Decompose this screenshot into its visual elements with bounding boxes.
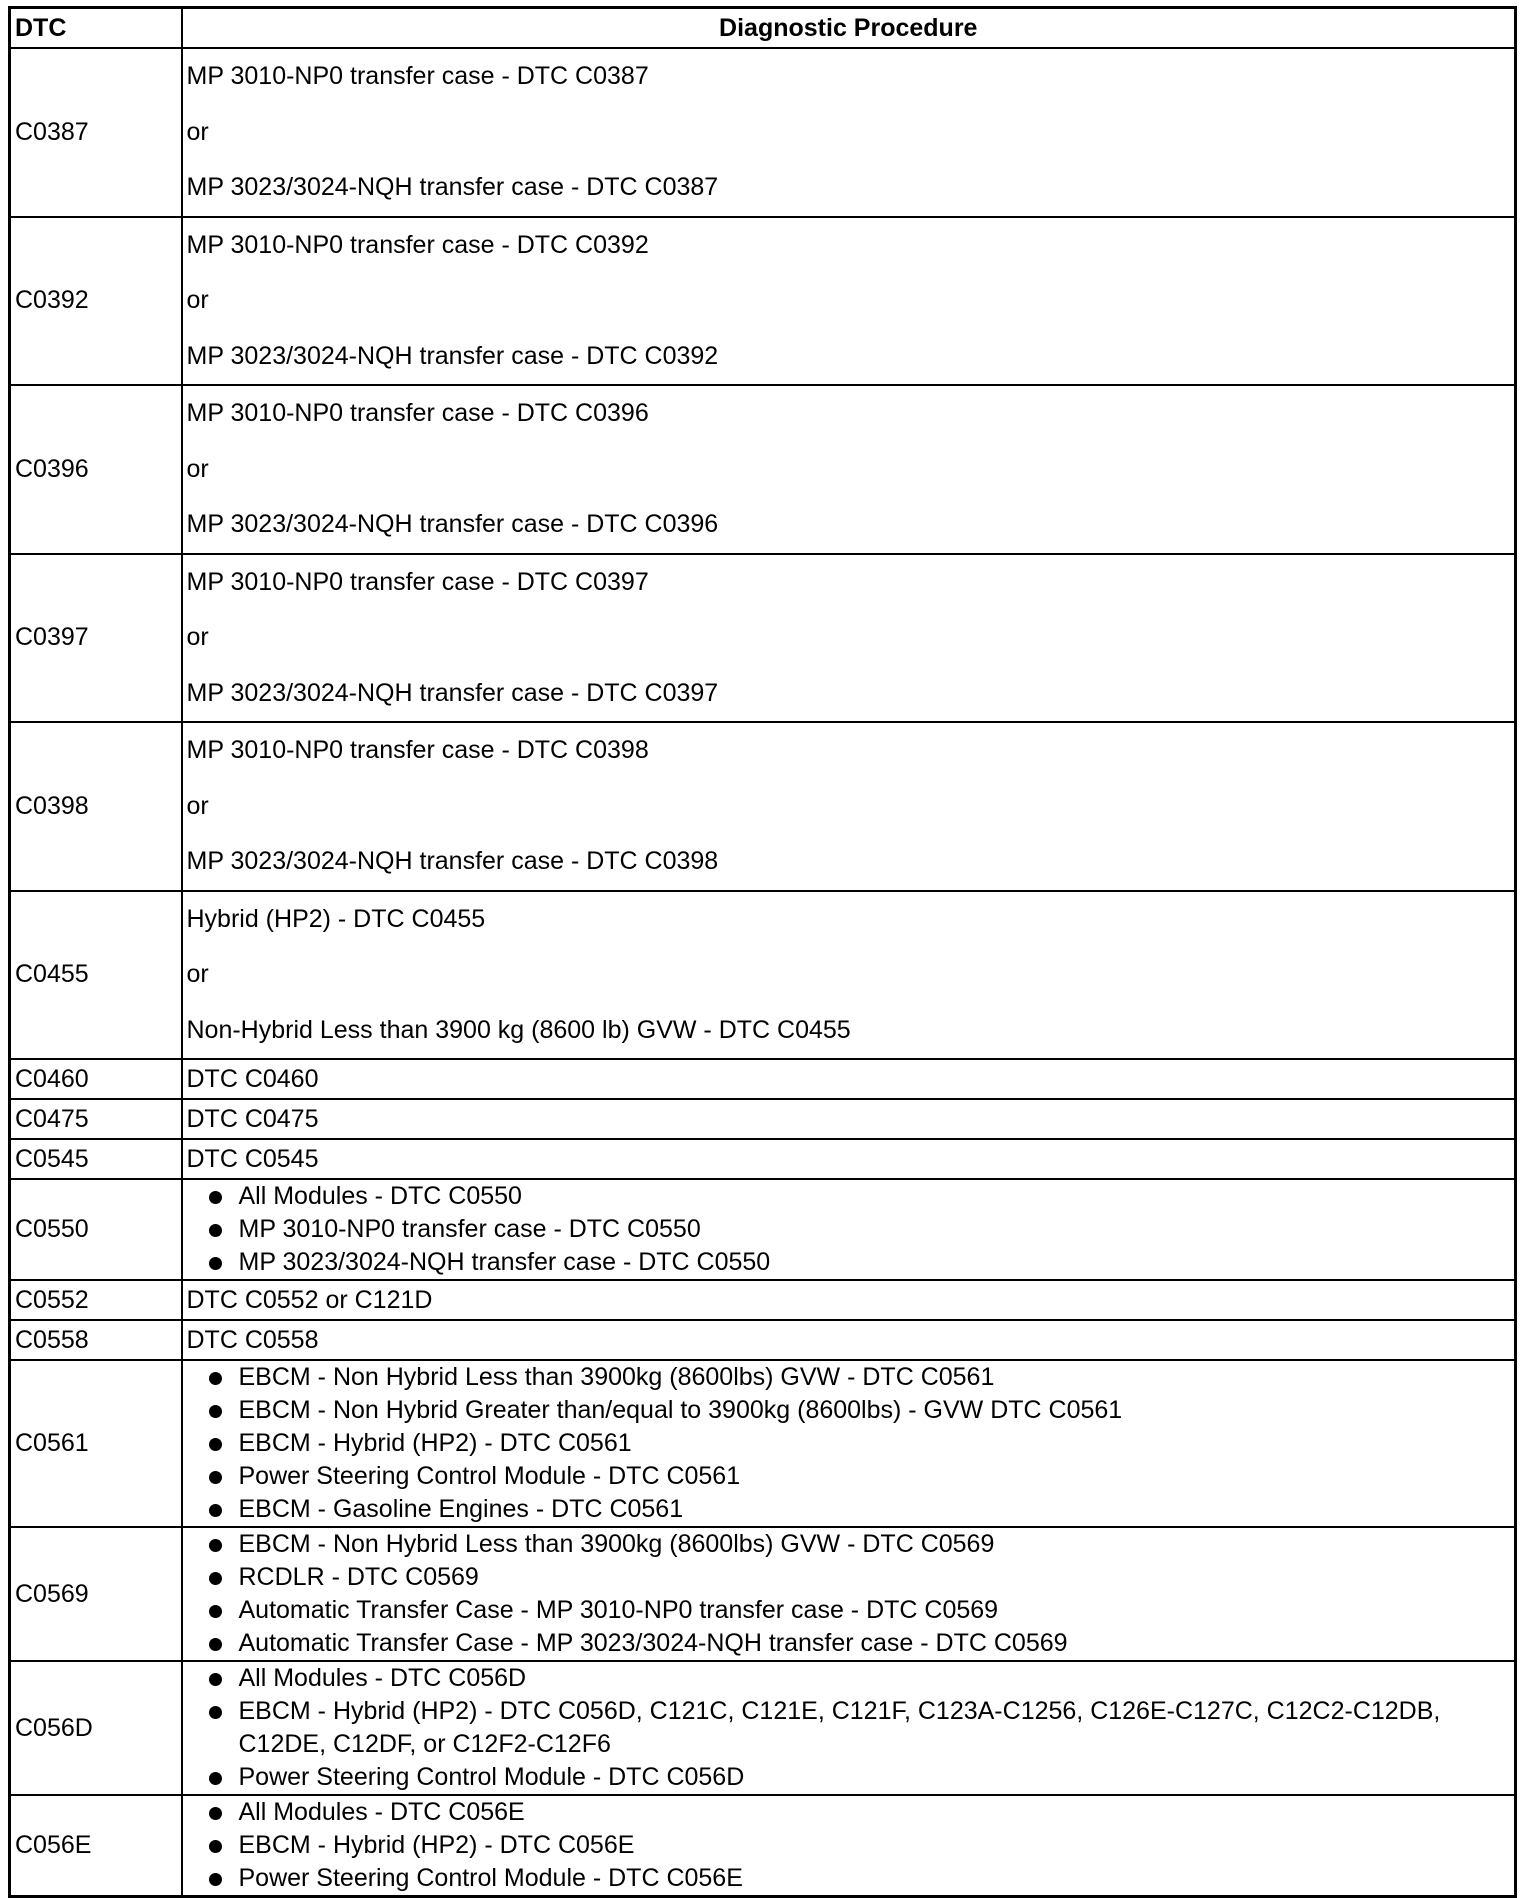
diagnostic-procedure bbox=[182, 1320, 1516, 1360]
table-row bbox=[10, 1059, 1516, 1099]
procedure-list-item bbox=[187, 1180, 1511, 1213]
dtc-code: C0392 bbox=[10, 217, 182, 386]
bullet-icon bbox=[209, 1257, 222, 1270]
procedure-link-text[interactable]: DTC C0558 bbox=[186, 1325, 319, 1354]
dtc-code: C0475 bbox=[10, 1099, 182, 1139]
table-row bbox=[10, 1280, 1516, 1320]
table-row bbox=[10, 891, 1516, 1060]
procedure-link-text[interactable]: All Modules - DTC C056D bbox=[238, 1664, 527, 1692]
diagnostic-procedure bbox=[182, 1795, 1516, 1897]
procedure-list-item bbox=[187, 1528, 1511, 1561]
column-header-procedure: Diagnostic Procedure bbox=[182, 8, 1516, 49]
procedure-list-item bbox=[187, 1213, 1511, 1246]
bullet-icon bbox=[209, 1772, 222, 1785]
procedure-list-item bbox=[187, 1695, 1511, 1761]
procedure-lines bbox=[187, 1324, 1511, 1357]
procedure-link-text[interactable]: MP 3023/3024-NQH transfer case - DTC C0397 bbox=[186, 678, 719, 707]
dtc-code: C0550 bbox=[10, 1179, 182, 1280]
or-separator: or bbox=[186, 454, 209, 483]
bullet-icon bbox=[209, 1471, 222, 1484]
table-row bbox=[10, 1179, 1516, 1280]
dtc-code: C0569 bbox=[10, 1527, 182, 1661]
column-header-dtc: DTC bbox=[10, 8, 182, 49]
procedure-lines bbox=[187, 1143, 1511, 1176]
procedure-lines bbox=[187, 1284, 1511, 1317]
or-separator: or bbox=[186, 791, 209, 820]
procedure-lines bbox=[187, 49, 1511, 216]
procedure-lines bbox=[187, 386, 1511, 553]
bullet-icon bbox=[209, 1605, 222, 1618]
procedure-list-item bbox=[187, 1361, 1511, 1394]
procedure-link-text[interactable]: EBCM - Hybrid (HP2) - DTC C0561 bbox=[238, 1429, 632, 1457]
procedure-link-text[interactable]: MP 3010-NP0 transfer case - DTC C0550 bbox=[238, 1215, 701, 1243]
dtc-code: C0455 bbox=[10, 891, 182, 1060]
diagnostic-procedure bbox=[182, 1360, 1516, 1527]
bullet-icon bbox=[209, 1572, 222, 1585]
procedure-link-text[interactable]: EBCM - Hybrid (HP2) - DTC C056E bbox=[238, 1831, 635, 1859]
procedure-list-item bbox=[187, 1594, 1511, 1627]
table-row bbox=[10, 1139, 1516, 1179]
procedure-list-item bbox=[187, 1796, 1511, 1829]
procedure-list-item bbox=[187, 1829, 1511, 1862]
bullet-icon bbox=[209, 1539, 222, 1552]
dtc-code: C056E bbox=[10, 1795, 182, 1897]
table-row bbox=[10, 1099, 1516, 1139]
procedure-link-text[interactable]: RCDLR - DTC C0569 bbox=[238, 1563, 479, 1591]
or-separator: or bbox=[186, 623, 209, 651]
table-row bbox=[10, 385, 1516, 554]
dtc-code: C0396 bbox=[10, 385, 182, 554]
procedure-list-item bbox=[187, 1427, 1511, 1460]
procedure-link-text[interactable]: Power Steering Control Module - DTC C056E bbox=[238, 1864, 743, 1892]
procedure-link-text[interactable]: MP 3010-NP0 transfer case - DTC C0392 bbox=[186, 230, 649, 259]
procedure-link-text[interactable]: EBCM - Non Hybrid Greater than/equal to 3900kg (8600lbs) - GVW DTC C0561 bbox=[238, 1396, 1123, 1424]
table-row bbox=[10, 1320, 1516, 1360]
procedure-list-item bbox=[187, 1627, 1511, 1660]
dtc-table bbox=[8, 6, 1517, 1898]
procedure-link-text[interactable]: Automatic Transfer Case - MP 3023/3024-NQH transfer case - DTC C0569 bbox=[238, 1629, 1068, 1657]
procedure-list-item bbox=[187, 1246, 1511, 1279]
diagnostic-procedure bbox=[182, 554, 1516, 723]
procedure-list-item bbox=[187, 1460, 1511, 1493]
procedure-link-text[interactable]: EBCM - Non Hybrid Less than 3900kg (8600lbs) GVW - DTC C0569 bbox=[238, 1530, 995, 1558]
bullet-icon bbox=[209, 1504, 222, 1517]
table-row bbox=[10, 48, 1516, 217]
procedure-link-text[interactable]: Hybrid (HP2) - DTC C0455 bbox=[186, 904, 486, 933]
dtc-code: C0545 bbox=[10, 1139, 182, 1179]
diagnostic-procedure bbox=[182, 1280, 1516, 1320]
diagnostic-procedure bbox=[182, 1179, 1516, 1280]
dtc-code: C0552 bbox=[10, 1280, 182, 1320]
bullet-icon bbox=[209, 1873, 222, 1886]
procedure-link-text[interactable]: MP 3010-NP0 transfer case - DTC C0398 bbox=[186, 736, 649, 764]
diagnostic-procedure bbox=[182, 1139, 1516, 1179]
procedure-link-text[interactable]: Power Steering Control Module - DTC C056D bbox=[238, 1763, 745, 1791]
procedure-list bbox=[187, 1662, 1511, 1794]
bullet-icon bbox=[209, 1673, 222, 1686]
procedure-link-text[interactable]: DTC C0545 bbox=[186, 1144, 319, 1173]
or-separator: or bbox=[186, 960, 209, 988]
dtc-code: C056D bbox=[10, 1661, 182, 1795]
bullet-icon bbox=[209, 1706, 222, 1719]
dtc-code: C0561 bbox=[10, 1360, 182, 1527]
table-row bbox=[10, 1360, 1516, 1527]
procedure-lines bbox=[187, 1063, 1511, 1096]
bullet-icon bbox=[209, 1438, 222, 1451]
diagnostic-procedure bbox=[182, 1059, 1516, 1099]
procedure-link-text[interactable]: EBCM - Non Hybrid Less than 3900kg (8600lbs) GVW - DTC C0561 bbox=[238, 1363, 995, 1391]
procedure-link-text[interactable]: MP 3010-NP0 transfer case - DTC C0396 bbox=[186, 399, 649, 427]
procedure-link-text[interactable]: MP 3023/3024-NQH transfer case - DTC C0396 bbox=[186, 510, 719, 538]
bullet-icon bbox=[209, 1840, 222, 1853]
diagnostic-procedure bbox=[182, 385, 1516, 554]
dtc-code: C0558 bbox=[10, 1320, 182, 1360]
procedure-list bbox=[187, 1361, 1511, 1526]
procedure-link-text[interactable]: MP 3023/3024-NQH transfer case - DTC C0550 bbox=[238, 1248, 771, 1276]
table-row bbox=[10, 1795, 1516, 1897]
procedure-lines bbox=[187, 218, 1511, 385]
procedure-list bbox=[187, 1796, 1511, 1895]
procedure-list-item bbox=[187, 1862, 1511, 1895]
procedure-link-text[interactable]: All Modules - DTC C056E bbox=[238, 1798, 525, 1826]
procedure-lines bbox=[187, 555, 1511, 722]
bullet-icon bbox=[209, 1224, 222, 1237]
diagnostic-procedure bbox=[182, 1661, 1516, 1795]
procedure-link-text[interactable]: Automatic Transfer Case - MP 3010-NP0 transfer case - DTC C0569 bbox=[238, 1596, 999, 1624]
procedure-link-text[interactable]: MP 3023/3024-NQH transfer case - DTC C0392 bbox=[186, 341, 719, 370]
procedure-link-text[interactable]: MP 3010-NP0 transfer case - DTC C0397 bbox=[186, 567, 649, 596]
diagnostic-procedure bbox=[182, 217, 1516, 386]
table-row bbox=[10, 722, 1516, 891]
procedure-link-text[interactable]: EBCM - Gasoline Engines - DTC C0561 bbox=[238, 1495, 684, 1523]
procedure-link-text[interactable]: MP 3023/3024-NQH transfer case - DTC C0387 bbox=[186, 173, 719, 201]
procedure-link-text[interactable]: Non-Hybrid Less than 3900 kg (8600 lb) GVW - DTC C0455 bbox=[186, 1015, 851, 1044]
procedure-lines bbox=[187, 723, 1511, 890]
procedure-list-item bbox=[187, 1561, 1511, 1594]
procedure-list-item bbox=[187, 1493, 1511, 1526]
procedure-link-text[interactable]: MP 3023/3024-NQH transfer case - DTC C0398 bbox=[186, 847, 719, 875]
procedure-link-text[interactable]: Power Steering Control Module - DTC C0561 bbox=[238, 1462, 741, 1490]
diagnostic-procedure bbox=[182, 1527, 1516, 1661]
procedure-lines bbox=[187, 1103, 1511, 1136]
procedure-link-text[interactable]: MP 3010-NP0 transfer case - DTC C0387 bbox=[186, 62, 649, 90]
bullet-icon bbox=[209, 1638, 222, 1651]
diagnostic-procedure bbox=[182, 722, 1516, 891]
procedure-link-text[interactable]: All Modules - DTC C0550 bbox=[238, 1182, 522, 1210]
procedure-list-item bbox=[187, 1761, 1511, 1794]
procedure-lines bbox=[187, 892, 1511, 1059]
bullet-icon bbox=[209, 1372, 222, 1385]
dtc-code: C0387 bbox=[10, 48, 182, 217]
diagnostic-procedure bbox=[182, 891, 1516, 1060]
procedure-link-text[interactable]: DTC C0475 bbox=[186, 1104, 319, 1133]
or-separator: or bbox=[186, 117, 209, 146]
procedure-list bbox=[187, 1528, 1511, 1660]
procedure-list-item bbox=[187, 1662, 1511, 1695]
procedure-link-text[interactable]: DTC C0460 bbox=[186, 1064, 319, 1093]
procedure-list bbox=[187, 1180, 1511, 1279]
diagnostic-procedure bbox=[182, 1099, 1516, 1139]
table-row bbox=[10, 1527, 1516, 1661]
table-header-row bbox=[10, 8, 1516, 49]
dtc-code: C0398 bbox=[10, 722, 182, 891]
table-row bbox=[10, 217, 1516, 386]
bullet-icon bbox=[209, 1807, 222, 1820]
procedure-link-text[interactable]: EBCM - Hybrid (HP2) - DTC C056D, C121C, C121E, C121F, C123A-C1256, C126E-C127C, C12C2-C12DB, C12DE, C12DF, or C12F2-C12F6 bbox=[238, 1697, 1441, 1758]
table-row bbox=[10, 554, 1516, 723]
diagnostic-procedure bbox=[182, 48, 1516, 217]
dtc-code: C0397 bbox=[10, 554, 182, 723]
or-separator: or bbox=[186, 286, 209, 314]
procedure-list-item bbox=[187, 1394, 1511, 1427]
procedure-link-text[interactable]: DTC C0552 or C121D bbox=[186, 1285, 433, 1314]
bullet-icon bbox=[209, 1191, 222, 1204]
table-body bbox=[10, 48, 1516, 1897]
table-row bbox=[10, 1661, 1516, 1795]
bullet-icon bbox=[209, 1405, 222, 1418]
dtc-code: C0460 bbox=[10, 1059, 182, 1099]
